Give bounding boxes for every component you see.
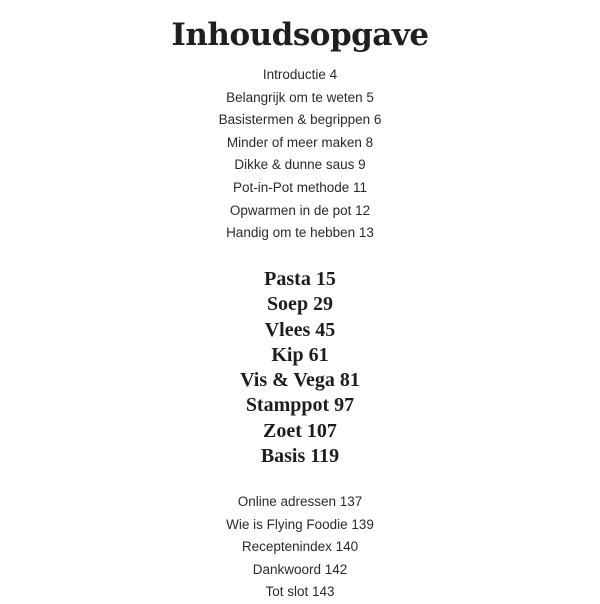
toc-entry: Belangrijk om te weten 5 — [226, 89, 374, 105]
chapter-entry: Soep 29 — [266, 293, 334, 316]
toc-entry: Opwarmen in de pot 12 — [229, 202, 371, 218]
toc-entry: Dankwoord 142 — [252, 561, 348, 577]
chapter-entry: Vis & Vega 81 — [240, 369, 360, 392]
chapter-entry: Stamppot 97 — [245, 394, 355, 417]
toc-entry: Handig om te hebben 13 — [226, 225, 374, 241]
toc-entry: Pot-in-Pot methode 11 — [232, 179, 368, 195]
intro-section — [0, 64, 600, 245]
chapter-section — [0, 267, 600, 469]
toc-entry: Dikke & dunne saus 9 — [234, 157, 366, 173]
toc-entry: Introductie 4 — [262, 67, 338, 82]
chapter-entry: Kip 61 — [271, 343, 329, 366]
toc-entry: Minder of meer maken 8 — [226, 134, 374, 150]
toc-entry: Basistermen & begrippen 6 — [218, 112, 382, 128]
appendix-section — [0, 491, 600, 604]
chapter-entry: Zoet 107 — [263, 419, 337, 442]
page-title: Inhoudsopgave — [171, 16, 429, 53]
toc-entry: Tot slot 143 — [265, 584, 335, 600]
toc-entry: Wie is Flying Foodie 139 — [226, 516, 374, 532]
chapter-entry: Basis 119 — [260, 445, 340, 468]
toc-entry: Online adressen 137 — [237, 494, 363, 509]
toc-entry: Receptenindex 140 — [241, 539, 359, 555]
chapter-entry: Pasta 15 — [264, 268, 336, 290]
chapter-entry: Vlees 45 — [264, 318, 336, 341]
